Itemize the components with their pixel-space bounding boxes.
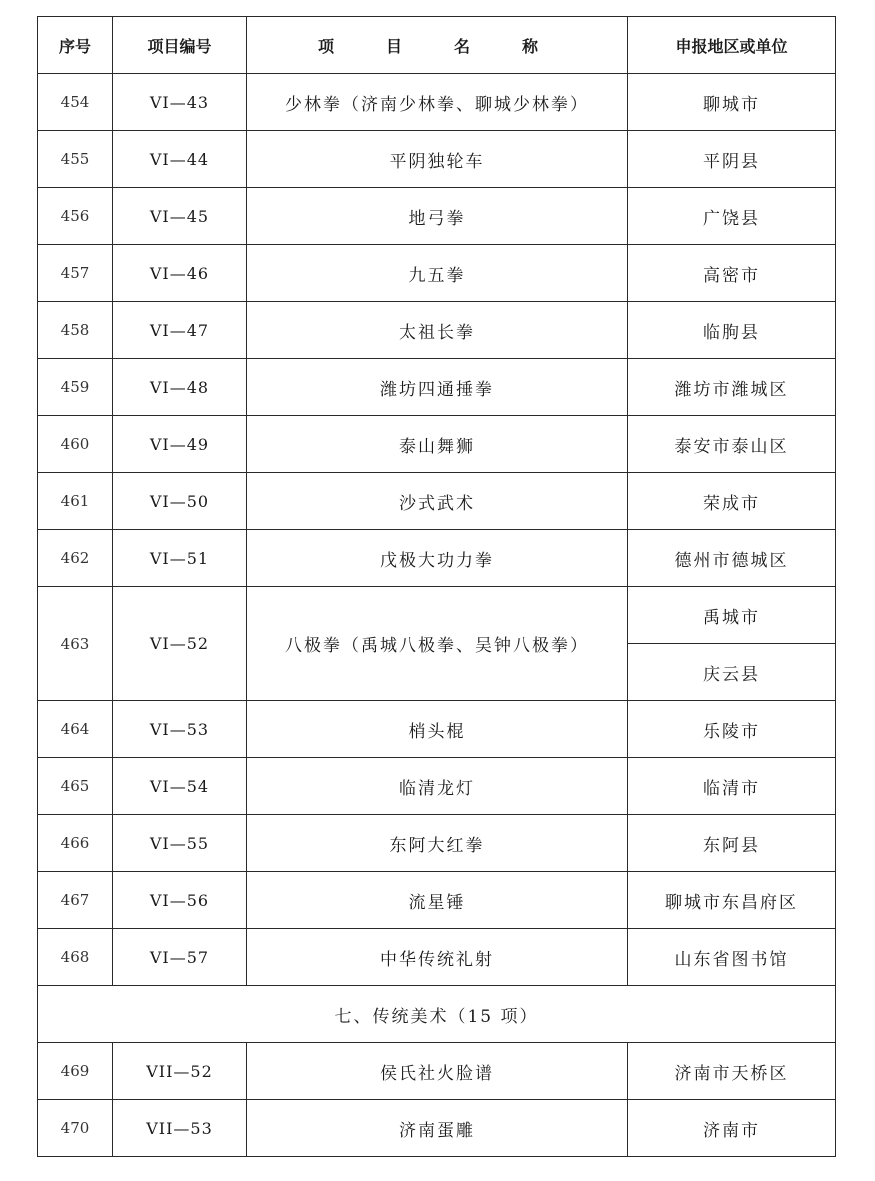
row-seq: 464 (38, 701, 113, 758)
row-name: 侯氏社火脸谱 (247, 1043, 628, 1100)
row-unit: 聊城市 (628, 74, 836, 131)
row-seq: 455 (38, 131, 113, 188)
row-name: 梢头棍 (247, 701, 628, 758)
header-seq: 序号 (38, 17, 113, 74)
row-name: 潍坊四通捶拳 (247, 359, 628, 416)
table-row (38, 131, 836, 188)
row-name: 东阿大红拳 (247, 815, 628, 872)
row-seq: 466 (38, 815, 113, 872)
row-code: VI—44 (113, 131, 247, 188)
table-row (38, 872, 836, 929)
row-code: VI—54 (113, 758, 247, 815)
table-row (38, 587, 836, 644)
row-unit: 临朐县 (628, 302, 836, 359)
row-unit: 潍坊市潍城区 (628, 359, 836, 416)
row-seq: 463 (38, 587, 113, 701)
table-row (38, 758, 836, 815)
header-unit: 申报地区或单位 (628, 17, 836, 74)
row-name: 八极拳（禹城八极拳、吴钟八极拳） (247, 587, 628, 701)
table-row (38, 815, 836, 872)
row-seq: 469 (38, 1043, 113, 1100)
row-unit: 庆云县 (628, 644, 836, 701)
row-seq: 470 (38, 1100, 113, 1157)
row-seq: 454 (38, 74, 113, 131)
table-row (38, 245, 836, 302)
row-code: VI—43 (113, 74, 247, 131)
row-seq: 458 (38, 302, 113, 359)
table-row (38, 416, 836, 473)
row-name: 沙式武术 (247, 473, 628, 530)
heritage-table (37, 16, 836, 1157)
table-row (38, 473, 836, 530)
row-seq: 467 (38, 872, 113, 929)
row-unit: 山东省图书馆 (628, 929, 836, 986)
row-unit: 泰安市泰山区 (628, 416, 836, 473)
table-row (38, 701, 836, 758)
row-code: VI—45 (113, 188, 247, 245)
row-unit: 乐陵市 (628, 701, 836, 758)
row-seq: 456 (38, 188, 113, 245)
table-row (38, 530, 836, 587)
row-unit: 聊城市东昌府区 (628, 872, 836, 929)
row-code: VI—49 (113, 416, 247, 473)
row-seq: 459 (38, 359, 113, 416)
row-unit: 德州市德城区 (628, 530, 836, 587)
row-name: 戊极大功力拳 (247, 530, 628, 587)
row-code: VII—52 (113, 1043, 247, 1100)
row-unit: 济南市 (628, 1100, 836, 1157)
row-seq: 468 (38, 929, 113, 986)
row-code: VII—53 (113, 1100, 247, 1157)
row-unit: 东阿县 (628, 815, 836, 872)
section-title: 七、传统美术（15 项） (38, 986, 836, 1043)
table-row (38, 188, 836, 245)
row-code: VI—57 (113, 929, 247, 986)
row-seq: 465 (38, 758, 113, 815)
row-code: VI—50 (113, 473, 247, 530)
header-code: 项目编号 (113, 17, 247, 74)
table-row (38, 359, 836, 416)
row-code: VI—51 (113, 530, 247, 587)
row-name: 中华传统礼射 (247, 929, 628, 986)
row-seq: 462 (38, 530, 113, 587)
row-name: 太祖长拳 (247, 302, 628, 359)
row-name: 泰山舞狮 (247, 416, 628, 473)
row-seq: 460 (38, 416, 113, 473)
row-name: 九五拳 (247, 245, 628, 302)
table-row (38, 74, 836, 131)
section-row (38, 986, 836, 1043)
table-row (38, 929, 836, 986)
row-name: 平阴独轮车 (247, 131, 628, 188)
row-unit: 广饶县 (628, 188, 836, 245)
row-unit: 荣成市 (628, 473, 836, 530)
row-name: 地弓拳 (247, 188, 628, 245)
header-name: 项 目 名 称 (247, 17, 628, 74)
row-name: 临清龙灯 (247, 758, 628, 815)
table-row (38, 1100, 836, 1157)
row-name: 流星锤 (247, 872, 628, 929)
row-unit: 济南市天桥区 (628, 1043, 836, 1100)
row-code: VI—47 (113, 302, 247, 359)
row-code: VI—53 (113, 701, 247, 758)
row-code: VI—46 (113, 245, 247, 302)
row-seq: 461 (38, 473, 113, 530)
row-unit: 高密市 (628, 245, 836, 302)
row-code: VI—52 (113, 587, 247, 701)
row-seq: 457 (38, 245, 113, 302)
row-code: VI—56 (113, 872, 247, 929)
row-unit: 禹城市 (628, 587, 836, 644)
header-row (38, 17, 836, 74)
row-name: 少林拳（济南少林拳、聊城少林拳） (247, 74, 628, 131)
table-row (38, 302, 836, 359)
row-name: 济南蛋雕 (247, 1100, 628, 1157)
row-code: VI—48 (113, 359, 247, 416)
table-row (38, 1043, 836, 1100)
row-code: VI—55 (113, 815, 247, 872)
row-unit: 平阴县 (628, 131, 836, 188)
row-unit: 临清市 (628, 758, 836, 815)
